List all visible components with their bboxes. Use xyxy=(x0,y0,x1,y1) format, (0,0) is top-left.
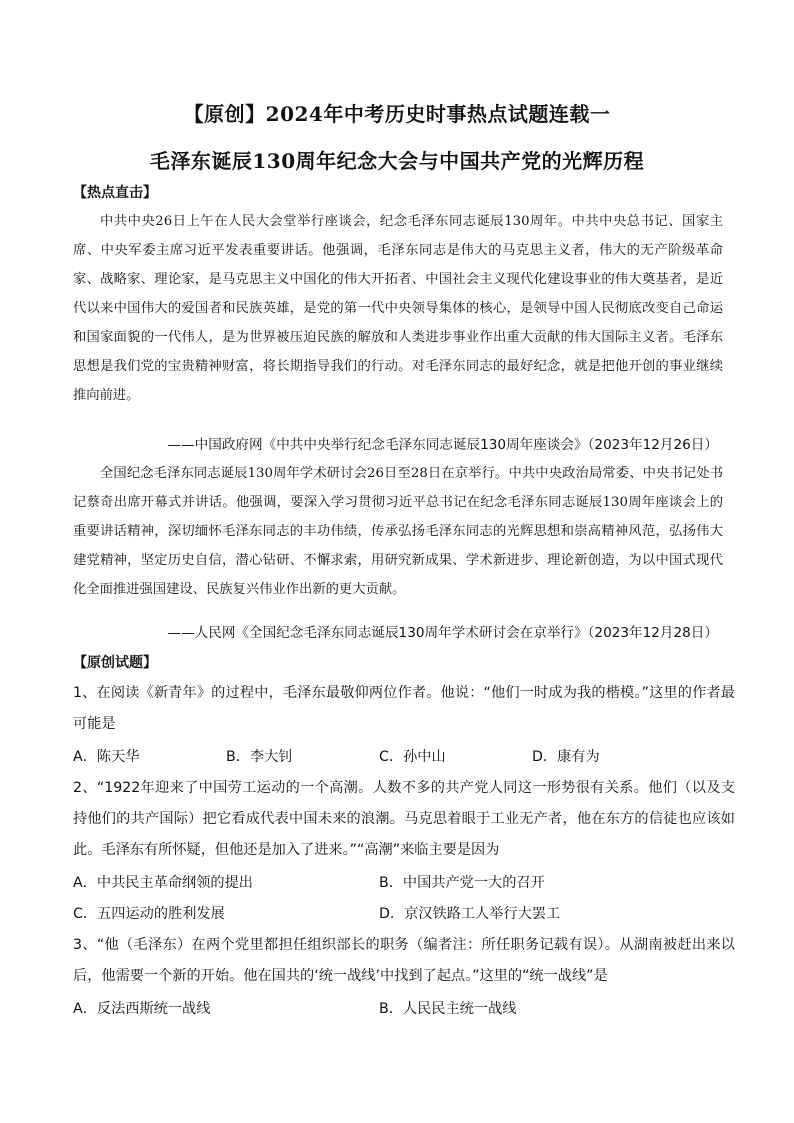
question-1-option-b: B．李大钊 xyxy=(226,749,293,765)
question-1-option-c: C．孙中山 xyxy=(379,749,446,765)
source-citation-2: ——人民网《全国纪念毛泽东同志诞辰130周年学术研讨会在京举行》（2023年12月28日） xyxy=(167,625,718,641)
hotspot-paragraph-2: 全国纪念毛泽东同志诞辰130周年学术研讨会26日至28日在京举行。中共中央政治局常委、中央书记处书记蔡奇出席开幕式并讲话。他强调，要深入学习贯彻习近平总书记在纪念毛泽东同志诞辰130周年座谈会上的重要讲话精神，深切缅怀毛泽东同志的丰功伟绩，传承弘扬毛泽东同志的光辉思想和崇高精神风范，弘扬伟大建党精神，坚定历史自信，潜心钻研、不懈求索，用研究新成果、学术新进步、理论新创造，为以中国式现代化全面推进强国建设、民族复兴伟业作出新的更大贡献。 xyxy=(73,466,723,597)
question-2-option-d: D．京汉铁路工人举行大罢工 xyxy=(379,906,561,922)
document-subtitle: 毛泽东诞辰130周年纪念大会与中国共产党的光辉历程 xyxy=(149,149,645,173)
source-citation-1: ——中国政府网《中共中央举行纪念毛泽东同志诞辰130周年座谈会》（2023年12月26日） xyxy=(167,437,718,453)
question-3-stem: 3、“他（毛泽东）在两个党里都担任组织部长的职务（编者注：所任职务记载有误）。从湖南被赶出来以后，他需要一个新的开始。他在国共的‘统一战线’中找到了起点。”这里的“统一战线”是 xyxy=(73,937,735,984)
question-1-stem: 1、在阅读《新青年》的过程中，毛泽东最敬仰两位作者。他说：“他们一时成为我的楷模。”这里的作者最可能是 xyxy=(73,685,735,732)
question-2-option-c: C．五四运动的胜利发展 xyxy=(73,906,225,922)
question-3-option-a: A．反法西斯统一战线 xyxy=(73,1001,211,1017)
question-1-option-a: A．陈天华 xyxy=(73,749,140,765)
question-2-option-a: A．中共民主革命纲领的提出 xyxy=(73,875,253,891)
question-2-option-b: B．中国共产党一大的召开 xyxy=(379,875,545,891)
hotspot-paragraph-1: 中共中央26日上午在人民大会堂举行座谈会，纪念毛泽东同志诞辰130周年。中共中央总书记、国家主席、中央军委主席习近平发表重要讲话。他强调，毛泽东同志是伟大的马克思主义者，伟大的无产阶级革命家、战略家、理论家，是马克思主义中国化的伟大开拓者、中国社会主义现代化建设事业的伟大奠基者，是近代以来中国伟大的爱国者和民族英雄，是党的第一代中央领导集体的核心，是领导中国人民彻底改变自己命运和国家面貌的一代伟人，是为世界被压迫民族的解放和人类进步事业作出重大贡献的伟大国际主义者。毛泽东思想是我们党的宝贵精神财富，将长期指导我们的行动。对毛泽东同志的最好纪念，就是把他开创的事业继续推向前进。 xyxy=(73,214,723,403)
document-title: 【原创】2024年中考历史时事热点试题连载一 xyxy=(183,102,611,126)
hotspot-heading: 【热点直击】 xyxy=(73,185,157,201)
question-2-stem: 2、“1922年迎来了中国劳工运动的一个高潮。人数不多的共产党人同这一形势很有关系。他们（以及支持他们的共产国际）把它看成代表中国未来的浪潮。马克思着眼于工业无产者，他在东方的信徒也应该如此。毛泽东有所怀疑，但他还是加入了进来。”“高潮”来临主要是因为 xyxy=(73,780,735,858)
question-1-option-d: D．康有为 xyxy=(532,749,600,765)
questions-heading: 【原创试题】 xyxy=(73,655,157,671)
question-3-option-b: B．人民民主统一战线 xyxy=(379,1001,517,1017)
